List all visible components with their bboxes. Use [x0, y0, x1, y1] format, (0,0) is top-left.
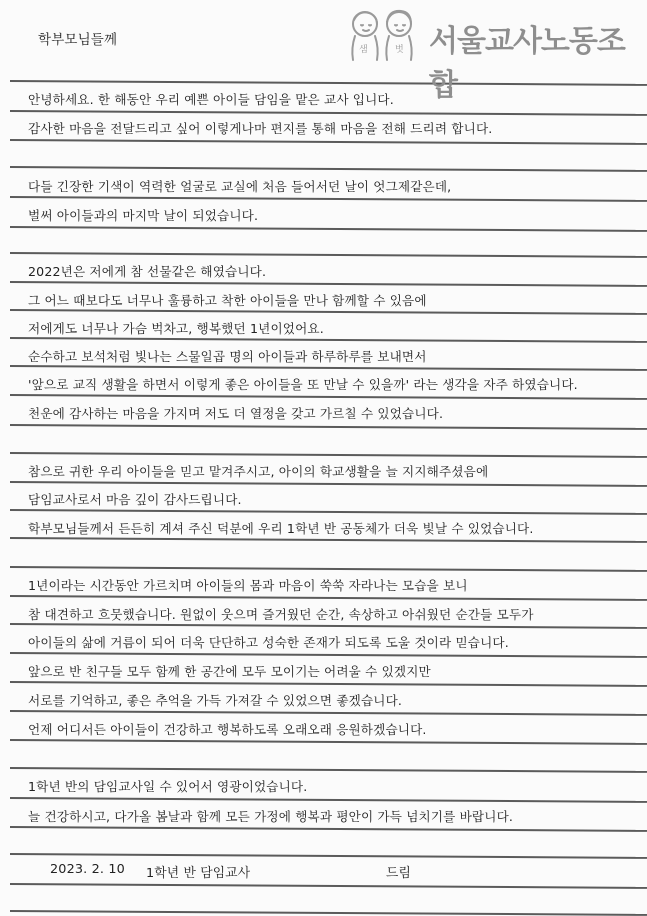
- ruled-line: [10, 139, 647, 144]
- ruled-line: [10, 424, 647, 429]
- ruled-line: [10, 337, 647, 342]
- letter-line: 그 어느 때보다도 너무나 훌륭하고 착한 아이들을 만나 함께할 수 있음에: [28, 293, 427, 308]
- letter-line: 아이들의 삶에 거름이 되어 더욱 단단하고 성숙한 존재가 되도록 도울 것이라 믿습니다.: [28, 635, 509, 650]
- ruled-line: [10, 797, 647, 802]
- letter-line: 학부모님들께서 든든히 계셔 주신 덕분에 우리 1학년 반 공동체가 더욱 빛날 수 있었습니다.: [28, 521, 534, 536]
- letter-line: 1학년 반의 담임교사일 수 있어서 영광이었습니다.: [28, 779, 308, 794]
- ruled-line: [10, 826, 647, 831]
- union-logo: [337, 4, 643, 103]
- ruled-line: [10, 537, 647, 542]
- letter-line: 벌써 아이들과의 마지막 날이 되었습니다.: [28, 208, 259, 223]
- ruled-line: [10, 739, 647, 744]
- ruled-line: [10, 566, 647, 571]
- ruled-line: [10, 281, 647, 286]
- letter-line: 참 대견하고 흐뭇했습니다. 원없이 웃으며 즐거웠던 순간, 속상하고 아쉬웠던 순간들 모두가: [28, 607, 534, 622]
- ruled-line: [10, 166, 647, 171]
- letter-line: 순수하고 보석처럼 빛나는 스물일곱 명의 아이들과 하루하루를 보내면서: [28, 349, 427, 364]
- teacher-figures-icon: [337, 4, 429, 70]
- letter-line: 서로를 기억하고, 좋은 추억을 가득 가져갈 수 있었으면 좋겠습니다.: [28, 693, 403, 708]
- letter-line: 저에게도 너무나 가슴 벅차고, 행복했던 1년이었어요.: [28, 321, 324, 336]
- letter-line: 다들 긴장한 기색이 역력한 얼굴로 교실에 처음 들어서던 날이 엇그제같은데,: [28, 179, 452, 194]
- letter-line: 감사한 마음을 전달드리고 싶어 이렇게나마 편지를 통해 마음을 전해 드리려 합니다.: [28, 121, 493, 136]
- ruled-line: [10, 595, 647, 600]
- ruled-line: [10, 509, 647, 514]
- letter-line: 담임교사로서 마음 깊이 감사드립니다.: [28, 492, 242, 507]
- letter-line: 1년이라는 시간동안 가르치며 아이들의 몸과 마음이 쑥쑥 자라나는 모습을 보니: [28, 578, 468, 593]
- ruled-line: [10, 652, 647, 657]
- letter-signature-class: 1학년 반 담임교사: [146, 866, 251, 881]
- letter-line: '앞으로 교직 생활을 하면서 이렇게 좋은 아이들을 또 만날 수 있을까' 라는 생각을 자주 하였습니다.: [28, 377, 578, 392]
- ruled-line: [10, 481, 647, 486]
- letter-date: 2023. 2. 10: [50, 862, 125, 877]
- letter-line: 늘 건강하시고, 다가올 봄날과 함께 모든 가정에 행복과 평안이 가득 넘치기를 바랍니다.: [28, 809, 514, 824]
- ruled-line: [10, 394, 647, 399]
- logo-figure-left-label: 샘: [359, 45, 368, 55]
- ruled-line: [10, 767, 647, 772]
- ruled-line: [10, 196, 647, 201]
- ruled-line: [10, 452, 647, 457]
- ruled-line: [10, 681, 647, 686]
- letter-greeting: 학부모님들께: [38, 32, 118, 48]
- ruled-line: [10, 883, 647, 888]
- ruled-line: [10, 365, 647, 370]
- letter-line: 언제 어디서든 아이들이 건강하고 행복하도록 오래오래 응원하겠습니다.: [28, 722, 427, 737]
- ruled-line: [10, 110, 647, 115]
- logo-figure-right-label: 벗: [395, 45, 404, 55]
- letter-line: 안녕하세요. 한 해동안 우리 예쁜 아이들 담임을 맡은 교사 입니다.: [28, 92, 394, 107]
- letter-line: 천운에 감사하는 마음을 가지며 저도 더 열정을 갖고 가르칠 수 있었습니다.: [28, 406, 444, 421]
- logo-text: 서울교사노동조합: [429, 24, 625, 103]
- letter-closing: 드림: [386, 866, 412, 881]
- ruled-line: [10, 710, 647, 715]
- ruled-line: [10, 853, 647, 858]
- ruled-line: [10, 252, 647, 257]
- letter-line: 참으로 귀한 우리 아이들을 믿고 맡겨주시고, 아이의 학교생활을 늘 지지해주셨음에: [28, 464, 489, 479]
- ruled-line: [10, 309, 647, 314]
- letter-line: 앞으로 반 친구들 모두 함께 한 공간에 모두 모이기는 어려울 수 있겠지만: [28, 664, 431, 679]
- ruled-line: [10, 226, 647, 231]
- letter-line: 2022년은 저에게 참 선물같은 해였습니다.: [28, 264, 267, 279]
- ruled-line: [10, 623, 647, 628]
